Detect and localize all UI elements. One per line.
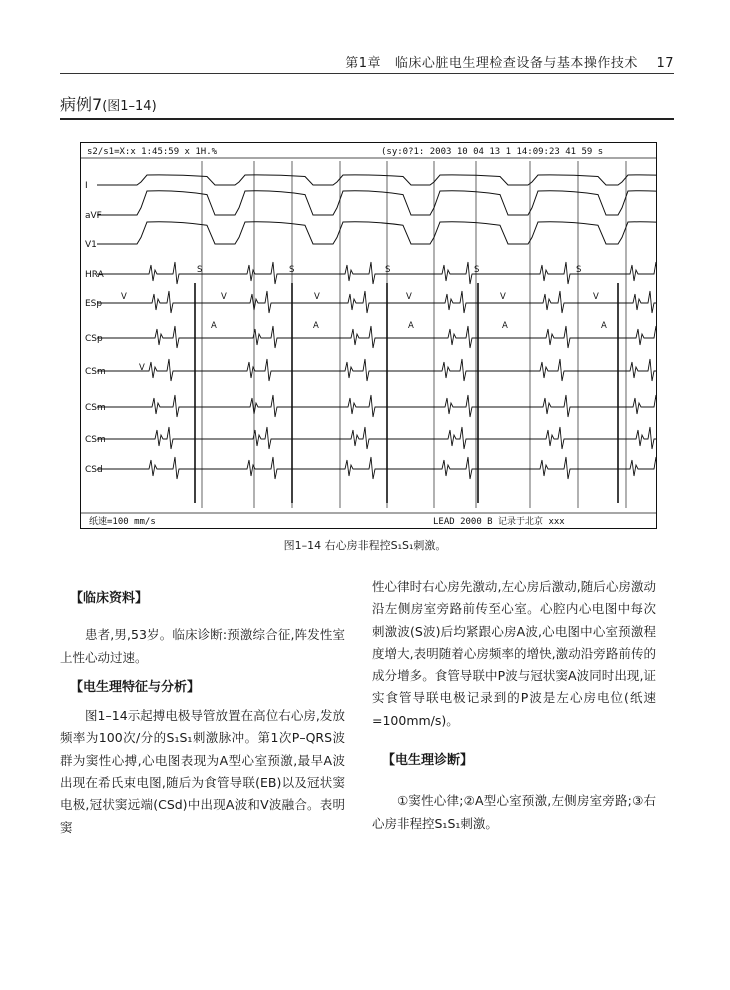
ecg-trace-surface (97, 191, 656, 215)
figure-footer-right: LEAD 2000 B 记录于北京 xxx (433, 517, 565, 527)
marker-s: S (474, 265, 480, 275)
chapter-title: 临床心脏电生理检查设备与基本操作技术 (394, 56, 638, 71)
lead-label: CSp (85, 334, 103, 344)
lead-label: CSm (85, 435, 106, 445)
continued-text: 性心律时右心房先激动,左心房后激动,随后心房激动沿左侧房室旁路前传至心室。心腔内心电图中每次刺激波(S波)后均紧跟心房A波,心电图中心室预激程度增大,表明随着心房频率的增快,激动沿旁路前传的成分增多。食管导联中P波与冠状窦A波同时出现,证实食管导联电极记录到的P波是左心房电位(纸速=100mm/s)。 (372, 579, 656, 728)
figure-header-left: s2/s1=X:x 1:45:59 x 1H.% (87, 147, 218, 157)
marker-v: V (500, 292, 506, 302)
running-head-text (345, 52, 674, 71)
case-title-rule (60, 118, 674, 120)
marker-v: V (314, 292, 320, 302)
figure-header-right: (sy:0?1: 2003 10 04 13 1 14:09:23 41 59 s (381, 147, 604, 157)
marker-v: V (406, 292, 412, 302)
lead-label: CSd (85, 465, 103, 475)
ep-text: 图1–14示起搏电极导管放置在高位右心房,发放频率为100次/分的S₁S₁刺激脉冲。第1次P–QRS波群为窦性心搏,心电图表现为A型心室预激,最早A波出现在希氏束电图,随后为食管导联(EB)以及冠状窦电极,冠状窦远端(CSd)中出现A波和V波融合。表明窦 (60, 708, 345, 835)
right-column (372, 576, 656, 835)
marker-a: A (601, 321, 607, 331)
marker-s: S (197, 265, 203, 275)
case-label: 病例7 (60, 95, 103, 114)
figure-caption: 图1–14 右心房非程控S₁S₁刺激。 (283, 539, 447, 552)
marker-a: A (408, 321, 414, 331)
marker-v: V (593, 292, 599, 302)
lead-label: HRA (85, 270, 104, 280)
lead-label: CSm (85, 367, 106, 377)
marker-v: V (121, 292, 127, 302)
ep-heading: 【电生理特征与分析】 (70, 679, 201, 695)
diagnosis-heading: 【电生理诊断】 (382, 753, 474, 769)
marker-s: S (385, 265, 391, 275)
lead-label: V1 (85, 240, 97, 250)
lead-label: aVF (85, 211, 102, 221)
chapter-number: 第1章 (345, 56, 381, 71)
ecg-trace-intracardiac (97, 359, 656, 381)
marker-s: S (289, 265, 295, 275)
ecg-trace-surface (97, 175, 656, 185)
marker-a: A (211, 321, 217, 331)
figure-footer-left: 纸速=100 mm/s (89, 517, 156, 527)
marker-v: V (221, 292, 227, 302)
left-column (60, 588, 345, 839)
marker-v: V (139, 363, 145, 373)
marker-a: A (313, 321, 319, 331)
ecg-trace-intracardiac (97, 457, 656, 479)
page-number: 17 (656, 56, 674, 71)
lead-label: I (85, 181, 88, 191)
marker-a: A (502, 321, 508, 331)
case-figure-ref: (图1–14) (102, 99, 157, 114)
lead-label: ESp (85, 299, 103, 309)
ecg-trace-intracardiac (97, 395, 656, 417)
lead-label: CSm (85, 403, 106, 413)
clinical-heading: 【临床资料】 (70, 591, 149, 606)
ecg-tracings (81, 143, 656, 528)
marker-s: S (576, 265, 582, 275)
ecg-trace-intracardiac (97, 262, 656, 284)
ecg-trace-intracardiac (97, 291, 656, 313)
diagnosis-text: ①窦性心律;②A型心室预激,左侧房室旁路;③右心房非程控S₁S₁刺激。 (372, 793, 656, 831)
ecg-trace-surface (97, 222, 656, 244)
running-head (0, 46, 730, 76)
header-rule (60, 73, 674, 74)
case-title (60, 92, 157, 115)
clinical-text: 患者,男,53岁。临床诊断:预激综合征,阵发性室上性心动过速。 (60, 627, 345, 665)
ecg-trace-intracardiac (97, 427, 656, 449)
ecg-trace-intracardiac (97, 326, 656, 348)
ecg-figure (80, 142, 657, 529)
